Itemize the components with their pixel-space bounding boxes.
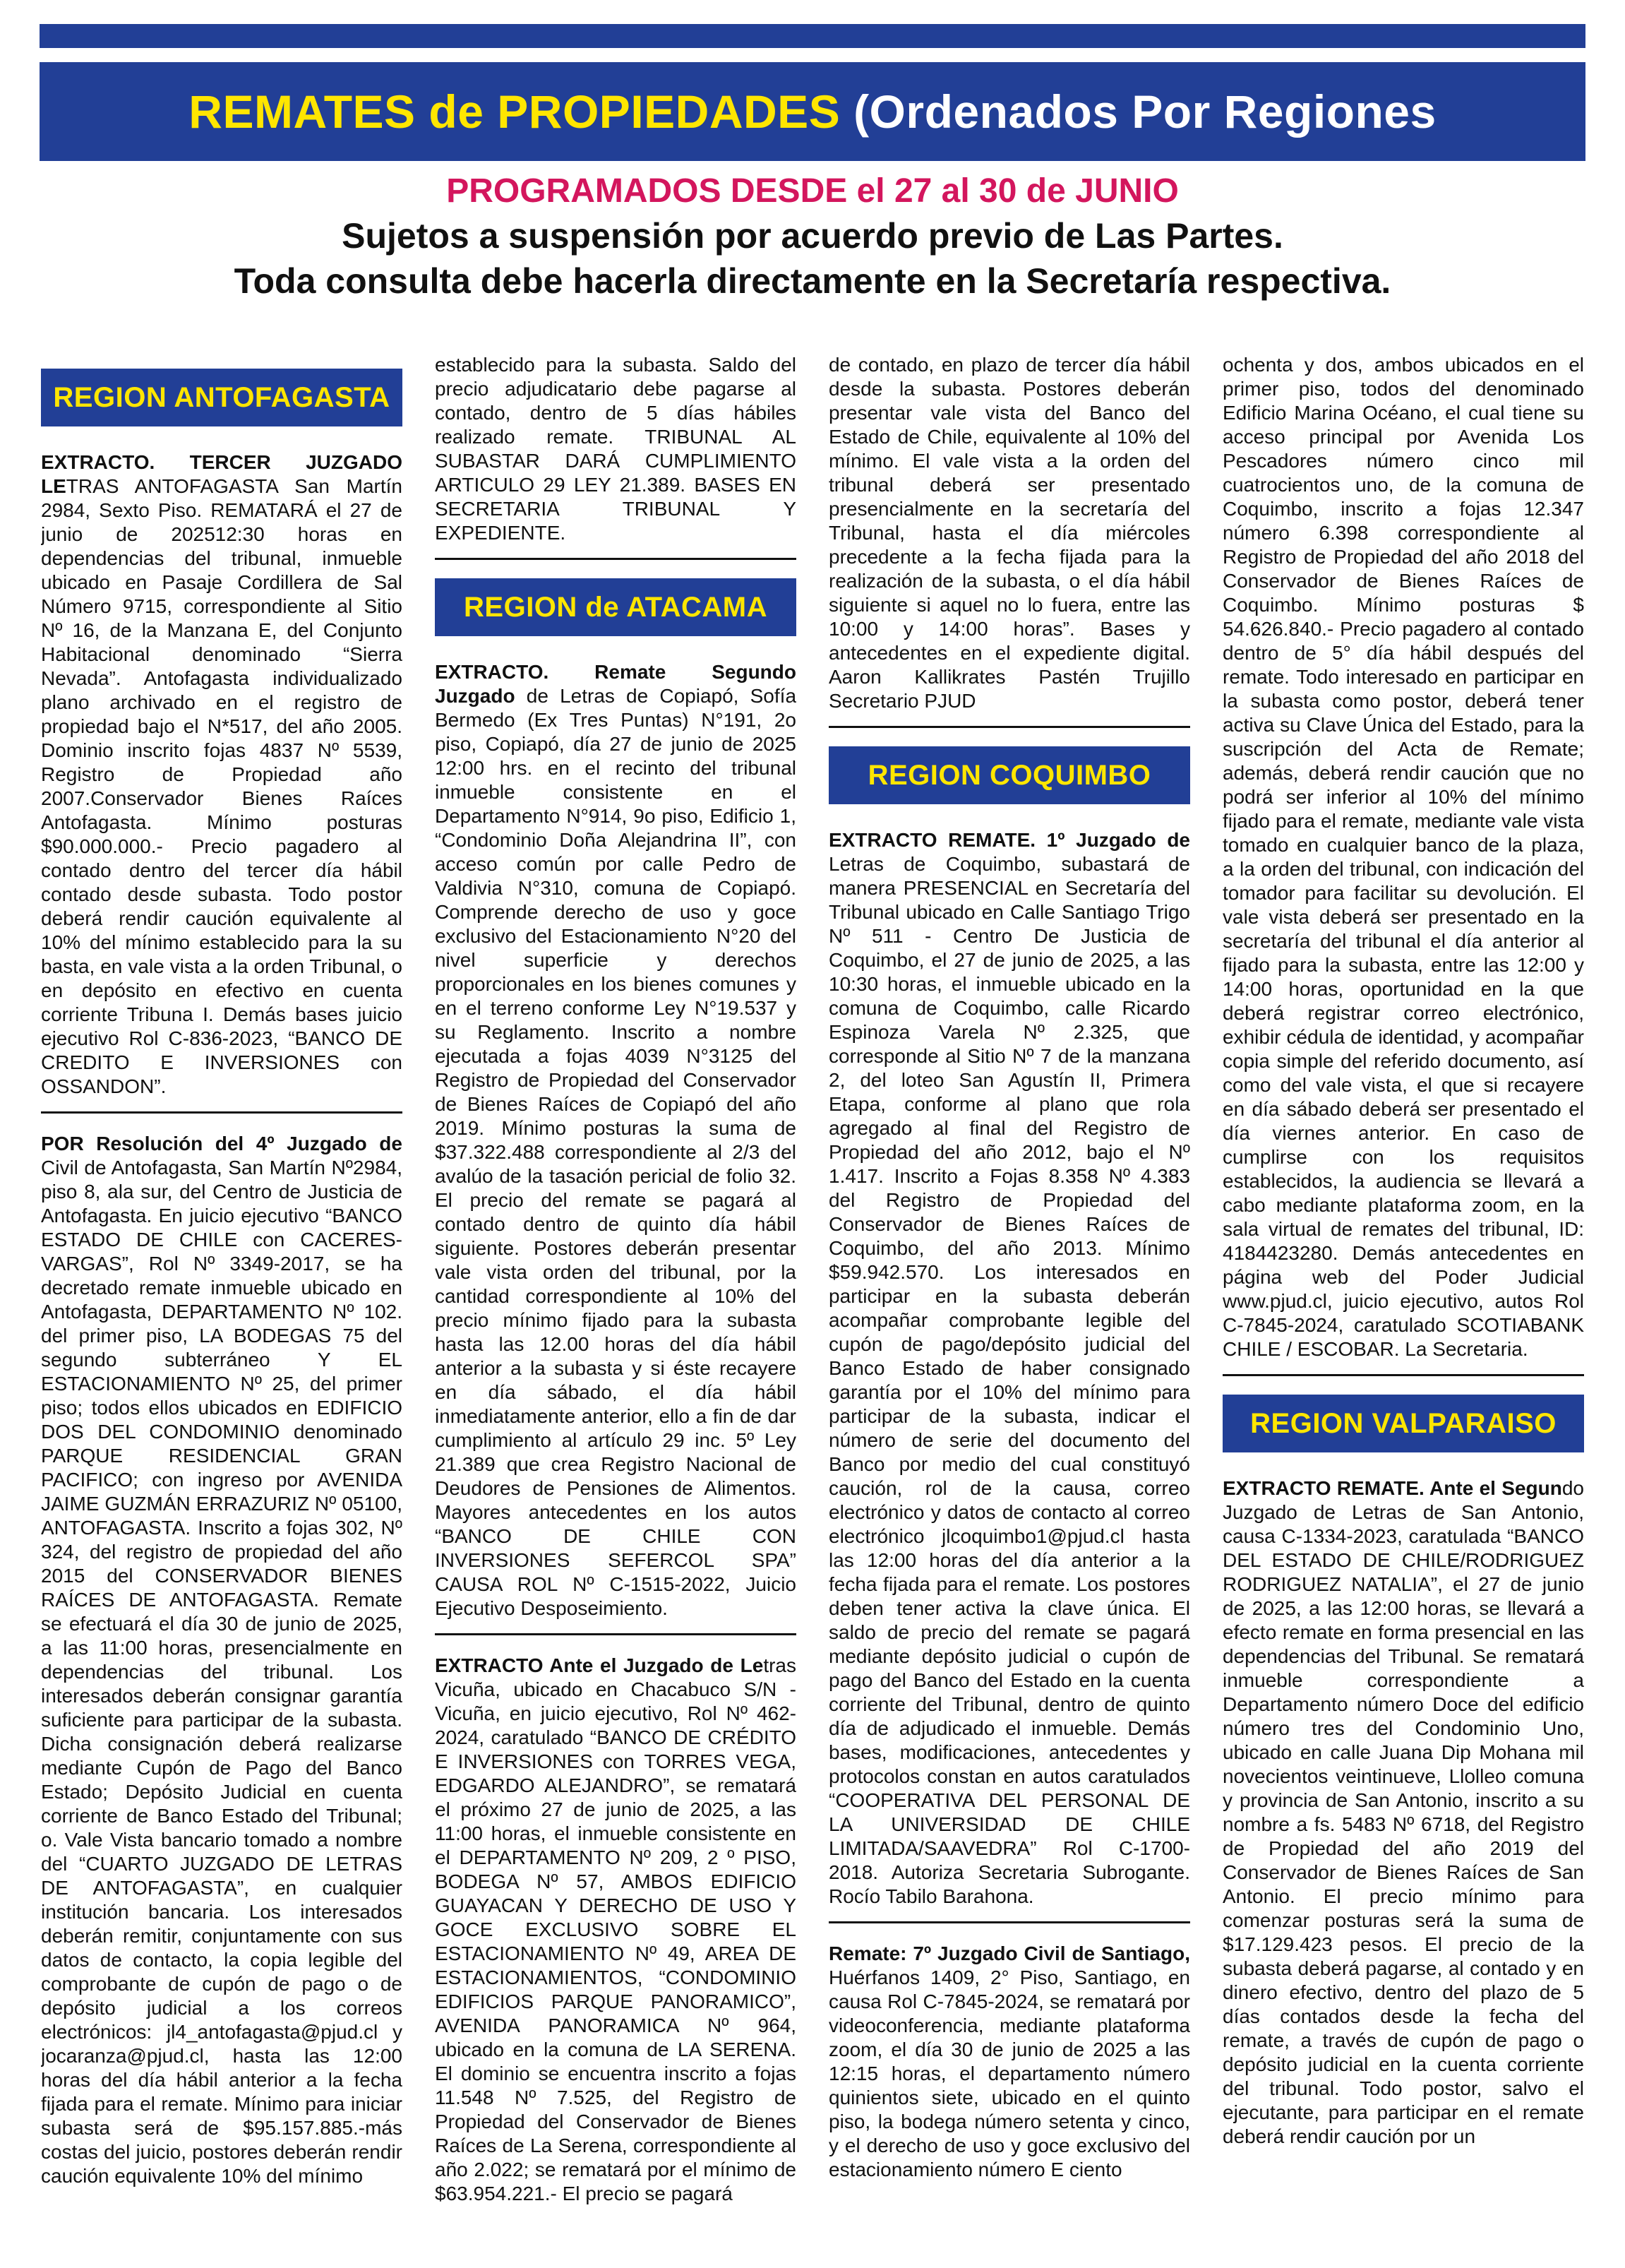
title-main: REMATES de PROPIEDADES <box>188 85 841 138</box>
notice-valparaiso-1 <box>1223 1476 1584 2161</box>
notice-body: tras Vicuña, ubicado en Chacabuco S/N - Vicuña, en juicio ejecutivo, Rol Nº 462-2024, caratulado “BANCO DE CRÉDITO E INVERSIONES con TORRES VEGA, EDGARDO ALEJANDRO”, se rematará el próximo 27 de junio de 2025, a las 11:00 horas, el inmueble consistente en el DEPARTAMENTO Nº 209, 2 º PISO, BODEGA Nº 57, AMBOS EDIFICIO GUAYACAN Y DERECHO DE USO Y GOCE EXCLUSIVO SOBRE EL ESTACIONAMIENTO Nº 49, AREA DE ESTACIONAMIENTOS, “CONDOMINIO EDIFICIOS PARQUE PANORAMICO”, AVENIDA PANORAMICA Nº 964, ubicado en la comuna de LA SERENA. El dominio se encuentra inscrito a fojas 11.548 Nº 7.525, del Registro de Propiedad del Conservador de Bienes Raíces de La Serena, correspondiente al año 2.022; se rematará por el mínimo de $63.954.221.- El precio se pagará <box>435 1654 796 2204</box>
notice-lead: POR Resolución del 4º Juzgado de <box>41 1133 402 1154</box>
notice-coquimbo-2-continued <box>1223 353 1584 1376</box>
notice-antofagasta-2-continued <box>435 353 796 560</box>
notice-body: Civil de Antofagasta, San Martín Nº2984, piso 8, ala sur, del Centro de Justicia de Antofagasta. En juicio ejecutivo “BANCO ESTADO DE CHILE con CACERES-VARGAS”, Rol Nº 3349-2017, se ha decretado remate inmueble ubicado en Antofagasta, DEPARTAMENTO Nº 102. del primer piso, LA BODEGAS 75 del segundo subterráneo Y EL ESTACIONAMIENTO Nº 25, del primer piso; todos ellos ubicados en EDIFICIO DOS DEL CONDOMINIO denominado PARQUE RESIDENCIAL GRAN PACIFICO; con ingreso por AVENIDA JAIME GUZMÁN ERRAZURIZ Nº 05100, ANTOFAGASTA. Inscrito a fojas 302, Nº 324, del registro de propiedad del año 2015 del CONSERVADOR BIENES RAÍCES DE ANTOFAGASTA. Remate se efectuará el día 30 de junio de 2025, a las 11:00 horas, presencialmente en dependencias del tribunal. Los interesados deberán consignar garantía suficiente para participar de la subasta. Dicha consignación deberá realizarse mediante Cupón de Pago del Banco Estado; Depósito Judicial en cuenta corriente de Banco Estado del Tribunal; o. Vale Vista bancario tomado a nombre del “CUARTO JUZGADO DE LETRAS DE ANTOFAGASTA”, en cualquier institución bancaria. Los interesados deberán remitir, conjuntamente con sus datos de contacto, la copia legible del comprobante de cupón de pago o de depósito judicial a los correos electrónicos: jl4_antofagasta@pjud.cl y jocaranza@pjud.cl, hasta las 12:00 horas del día hábil anterior a la fecha fijada para el remate. Mínimo para iniciar subasta será de $95.157.885.-más costas del juicio, postores deberán rendir caución equivalente 10% del mínimo <box>41 1157 402 2187</box>
notice-body: do Juzgado de Letras de San Antonio, causa C-1334-2023, caratulada “BANCO DEL ESTADO DE CHILE/RODRIGUEZ RODRIGUEZ NATALIA”, el 27 de junio de 2025, a las 12:00 horas, se llevará a efecto remate en forma presencial en las dependencias del Tribunal. Se rematará inmueble correspondiente a Departamento número Doce del edificio número tres del Condominio Uno, ubicado en calle Juana Dip Mohana mil novecientos veintinueve, Llolleo comuna y provincia de San Antonio, inscrito a su nombre a fs. 5483 Nº 6718, del Registro de Propiedad del año 2019 del Conservador de Bienes Raíces de San Antonio. El precio mínimo para comenzar posturas será la suma de $17.129.423 pesos. El precio de la subasta deberá pagarse, al contado y en dinero efectivo, dentro del plazo de 5 días contados desde la fecha del remate, a través de cupón de pago o depósito judicial en la cuenta corriente del tribunal. Todo postor, salvo el ejecutante, para participar en el remate deberá rendir caución por un <box>1223 1477 1584 2147</box>
consultation-note: Toda consulta debe hacerla directamente en la Secretaría respectiva. <box>234 261 1391 301</box>
notice-body: de contado, en plazo de tercer día hábil desde la subasta. Postores deberán presentar vale vista del Banco del Estado de Chile, equivalente al 10% del mínimo. El vale vista a la orden del tribunal deberá ser presentado presencialmente en la secretaría del Tribunal, hasta el día miércoles precedente a la fecha fijada para la realización de la subasta, o el día hábil siguiente si aquel no lo fuera, entre las 10:00 y 14:00 horas”. Bases y antecedentes en el expediente digital. Aaron Kallikrates Pastén Trujillo Secretario PJUD <box>829 354 1190 712</box>
region-header-antofagasta: REGION ANTOFAGASTA <box>41 369 402 426</box>
notice-body: establecido para la subasta. Saldo del precio adjudicatario debe pagarse al contado, dentro de 5 días hábiles realizado remate. TRIBUNAL AL SUBASTAR DARÁ CUMPLIMIENTO ARTICULO 29 LEY 21.389. BASES EN SECRETARIA TRIBUNAL Y EXPEDIENTE. <box>435 354 796 544</box>
notice-body: de Letras de Copiapó, Sofía Bermedo (Ex Tres Puntas) N°191, 2o piso, Copiapó, día 27 de junio de 2025 12:00 hrs. en el recinto del tribunal inmueble consistente en el Departamento N°914, 9o piso, Edificio 1, “Condominio Doña Alejandrina II”, con acceso común por calle Pedro de Valdivia N°310, comuna de Copiapó. Comprende derecho de uso y goce exclusivo del Estacionamiento N°20 del nivel superficie y derechos proporcionales en los bienes comunes y en el terreno conforme Ley N°19.537 y su Reglamento. Inscrito a nombre ejecutada a fojas 4039 N°3125 del Registro de Propiedad del Conservador de Bienes Raíces de Copiapó del año 2019. Mínimo posturas la suma de $37.322.488 correspondiente al 2/3 del avalúo de la tasación pericial de folio 32. El precio del remate se pagará al contado dentro de quinto día hábil siguiente. Postores deberán presentar vale vista orden del tribunal, por la cantidad correspondiente al 10% del precio mínimo fijado para la subasta hasta las 12.00 horas del día hábil anterior a la subasta y si éste recayere en día sábado, el día hábil inmediatamente anterior, ello a fin de dar cumplimiento al artículo 29 inc. 5º Ley 21.389 que crea Registro Nacional de Deudores de Pensiones de Alimentos. Mayores antecedentes en los autos “BANCO DE CHILE CON INVERSIONES SEFERCOL SPA” CAUSA ROL Nº C-1515-2022, Juicio Ejecutivo Desposeimiento. <box>435 685 796 1619</box>
column-4 <box>1223 353 1584 2245</box>
notice-antofagasta-2 <box>41 1132 402 2201</box>
notice-lead: EXTRACTO. TERCER JUZGADO LE <box>41 451 402 497</box>
subheader <box>0 169 1625 304</box>
notice-body: TRAS ANTOFAGASTA San Martín 2984, Sexto Piso. REMATARÁ el 27 de junio de 202512:30 horas en dependencias del tribunal, inmueble ubicado en Pasaje Cordillera de Sal Número 9715, correspondiente al Sitio Nº 16, de la Manzana E, del Conjunto Habitacional denominado “Sierra Nevada”. Antofagasta individualizado plano archivado en el registro de propiedad bajo el N*517, del año 2005. Dominio inscrito fojas 4837 Nº 5539, Registro de Propiedad año 2007.Conservador Bienes Raíces Antofagasta. Mínimo posturas $90.000.000.- Precio pagadero al contado dentro del tercer día hábil contado desde subasta. Todo postor deberá rendir caución equivalente al 10% del mínimo establecido para la su basta, en vale vista a la orden Tribunal, o en depósito en efectivo en cuenta corriente Tribuna I. Demás bases juicio ejecutivo Rol C-836-2023, “BANCO DE CREDITO E INVERSIONES con OSSANDON”. <box>41 475 402 1097</box>
notice-lead: EXTRACTO Ante el Juzgado de Le <box>435 1654 764 1676</box>
notice-lead: EXTRACTO REMATE. 1º Juzgado de <box>829 829 1190 851</box>
notice-atacama-1 <box>435 660 796 1635</box>
region-header-valparaiso: REGION VALPARAISO <box>1223 1395 1584 1452</box>
notice-body: Letras de Coquimbo, subastará de manera PRESENCIAL en Secretaría del Tribunal ubicado en Calle Santiago Trigo Nº 511 - Centro De Justicia de Coquimbo, el 27 de junio de 2025, a las 10:30 horas, el inmueble ubicado en la comuna de Coquimbo, calle Ricardo Espinoza Varela Nº 2.325, que corresponde al Sitio Nº 7 de la manzana 2, del loteo San Agustín II, Primera Etapa, conforme al plano que rola agregado al final del Registro de Propiedad del año 2012, bajo el Nº 1.417. Inscrito a Fojas 8.358 Nº 4.383 del Registro de Propiedad del Conservador de Bienes Raíces de Coquimbo, del año 2013. Mínimo $59.942.570. Los interesados en participar en la subasta deberán acompañar comprobante legible del cupón de pago/depósito judicial del Banco Estado de haber consignado garantía por el 10% del mínimo para participar de la subasta, indicar el número de serie del documento del Banco por medio del cual constituyó caución, rol de la causa, correo electrónico y datos de contacto al correo electrónico jlcoquimbo1@pjud.cl hasta las 12:00 horas del día anterior a la fecha fijada para el remate. Los postores deben tener activa la clave única. El saldo de precio del remate se pagará mediante depósito judicial o cupón de pago del Banco del Estado en la cuenta corriente del Tribunal, dentro de quinto día de adjudicado el inmueble. Demás bases, modificaciones, antecedentes y protocolos constan en autos caratulados “COOPERATIVA DEL PERSONAL DE LA UNIVERSIDAD DE CHILE LIMITADA/SAAVEDRA” Rol C-1700-2018. Autoriza Secretaria Subrogante. Rocío Tabilo Barahona. <box>829 853 1190 1907</box>
region-header-atacama: REGION de ATACAMA <box>435 578 796 636</box>
notice-antofagasta-1 <box>41 450 402 1114</box>
column-3 <box>829 353 1190 2245</box>
notice-coquimbo-2 <box>829 1942 1190 2195</box>
notice-lead: EXTRACTO. Remate Segundo Juzgado <box>435 661 796 707</box>
title-rest: (Ordenados Por Regiones <box>853 85 1437 138</box>
notice-atacama-2-continued <box>829 353 1190 728</box>
page-title <box>188 85 1436 138</box>
column-1 <box>41 353 402 2245</box>
top-stripe <box>40 24 1585 48</box>
region-header-coquimbo: REGION COQUIMBO <box>829 746 1190 804</box>
notice-lead: Remate: 7º Juzgado Civil de Santiago, <box>829 1942 1190 1964</box>
page-banner <box>40 62 1585 161</box>
notice-coquimbo-1 <box>829 828 1190 1923</box>
schedule-dates: PROGRAMADOS DESDE el 27 al 30 de JUNIO <box>446 172 1179 210</box>
notice-lead: EXTRACTO REMATE. Ante el Segun <box>1223 1477 1562 1499</box>
notice-body: ochenta y dos, ambos ubicados en el primer piso, todos del denominado Edificio Marina Océano, el cual tiene su acceso principal por Avenida Los Pescadores número cinco mil cuatrocientos uno, de la comuna de Coquimbo, inscrito a fojas 12.347 número 6.398 correspondiente al Registro de Propiedad del año 2018 del Conservador de Bienes Raíces de Coquimbo. Mínimo posturas $ 54.626.840.- Precio pagadero al contado dentro de 5° día hábil después del remate. Todo interesado en participar en la subasta como postor, deberá tener activa su Clave Única del Estado, para la suscripción del Acta de Remate; además, deberá rendir caución que no podrá ser inferior al 10% del mínimo fijado para el remate, mediante vale vista tomado en cualquier banco de la plaza, a la orden del tribunal, con indicación del tomador para facilitar su devolución. El vale vista deberá ser presentado en la secretaría del tribunal el día anterior al fijado para la subasta, entre las 12:00 y 14:00 horas, oportunidad en la que deberá registrar correo electrónico, exhibir cédula de identidad, y acompañar copia simple del referido documento, así como del vale vista, el que si recayere en día sábado deberá ser presentado el día viernes anterior. En caso de cumplirse con los requisitos establecidos, la audiencia se llevará a cabo mediante plataforma zoom, en la sala virtual de remates del tribunal, ID: 4184423280. Demás antecedentes en página web del Poder Judicial www.pjud.cl, juicio ejecutivo, autos Rol C-7845-2024, caratulado SCOTIABANK CHILE / ESCOBAR. La Secretaria. <box>1223 354 1584 1360</box>
notice-columns <box>41 353 1587 2245</box>
notice-body: Huérfanos 1409, 2° Piso, Santiago, en causa Rol C-7845-2024, se rematará por videoconferencia, mediante plataforma zoom, el día 30 de junio de 2025 a las 12:15 horas, el departamento número quinientos siete, ubicado en el quinto piso, la bodega número setenta y cinco, y el derecho de uso y goce exclusivo del estacionamiento número E ciento <box>829 1966 1190 2180</box>
column-2 <box>435 353 796 2245</box>
suspension-note: Sujetos a suspensión por acuerdo previo de Las Partes. <box>342 216 1283 256</box>
notice-atacama-2 <box>435 1654 796 2219</box>
